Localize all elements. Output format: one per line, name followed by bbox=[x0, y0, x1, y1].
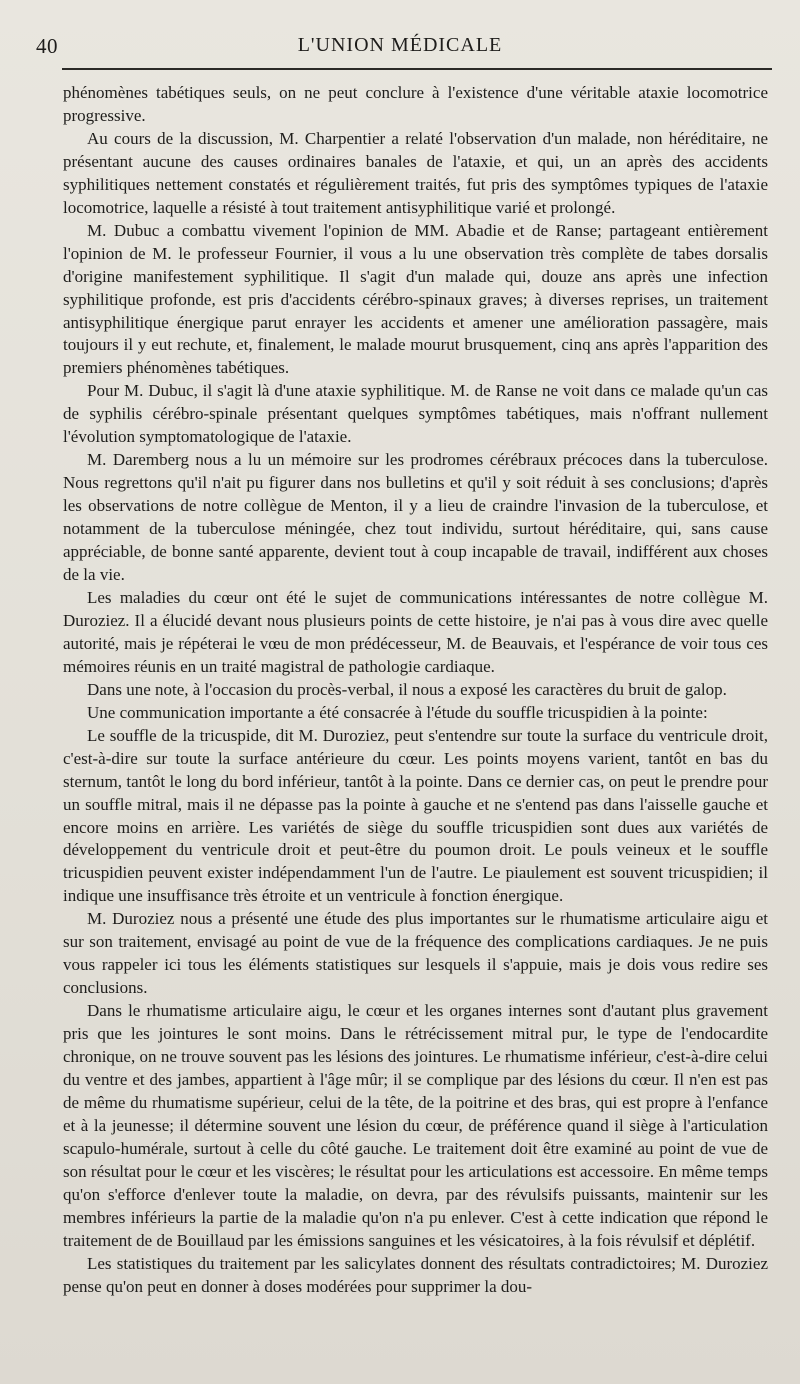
paragraph: Les statistiques du traitement par les salicylates donnent des résultats contradictoires; M. Duroziez pense qu'on peut en donner à doses modérées pour supprimer la dou- bbox=[63, 1253, 768, 1296]
paragraph: Une communication importante a été consacrée à l'étude du souffle tricuspidien à la pointe: bbox=[87, 702, 708, 722]
paragraph: phénomènes tabétiques seuls, on ne peut conclure à l'existence d'une véritable ataxie locomotrice progressive. bbox=[63, 83, 768, 125]
header-rule bbox=[62, 68, 772, 70]
running-title: L'UNION MÉDICALE bbox=[297, 34, 503, 56]
paragraph: Pour M. Dubuc, il s'agit là d'une ataxie syphilitique. M. de Ranse ne voit dans ce malade qu'un cas de syphilis cérébro-spinale présentant quelques symptômes tabétiques, mais n'offrant nullement l'évolution symptomatologique de l'ataxie. bbox=[63, 381, 768, 447]
body-text bbox=[63, 82, 768, 1299]
page-header bbox=[30, 28, 770, 66]
paragraph: Dans le rhumatisme articulaire aigu, le cœur et les organes internes sont d'autant plus gravement pris que les jointures le sont moins. Dans le rétrécissement mitral pur, le type de l'endocardite chronique, on ne trouve souvent pas les lésions des jointures. Le rhumatisme inférieur, c'est-à-dire celui du ventre et des jambes, appartient à l'âge mûr; il se complique par des lésions du cœur. Il n'en est pas de même du rhumatisme supérieur, celui de la tête, de la poitrine et des bras, qui est propre à l'enfance et à la jeunesse; il détermine souvent une lésion du cœur, de préférence quand il siège à l'articulation scapulo-humérale, surtout à celle du côté gauche. Le traitement doit être examiné au point de vue de son résultat pour le cœur et les viscères; le résultat pour les articulations est accessoire. En même temps qu'on s'efforce d'enlever toute la maladie, on devra, par des révulsifs puissants, maintenir sur les membres inférieurs la partie de la maladie qu'on n'a pu enlever. C'est à cette indication que répond le traitement de de Bouillaud par les émissions sanguines et les vésicatoires, à la fois révulsif et déplétif. bbox=[63, 1001, 768, 1250]
paragraph: M. Daremberg nous a lu un mémoire sur les prodromes cérébraux précoces dans la tuberculose. Nous regrettons qu'il n'ait pu figurer dans nos bulletins et qu'il y soit réduit à ses conclusions; d'après les observations de notre collègue de Menton, il y a lieu de craindre l'invasion de la tuberculose, et notamment de la tuberculose méningée, chez tout individu, surtout héréditaire, qui, sans cause appréciable, de bonne santé apparente, devient tout à coup incapable de travail, indifférent aux choses de la vie. bbox=[63, 450, 768, 585]
paragraph: M. Dubuc a combattu vivement l'opinion de MM. Abadie et de Ranse; partageant entièrement l'opinion de M. le professeur Fournier, il vous a lu une observation très complète de tabes dorsalis d'origine manifestement syphilitique. Il s'agit d'un malade qui, douze ans après une infection syphilitique profonde, est pris d'accidents cérébro-spinaux graves; à diverses reprises, un traitement antisyphilitique énergique parut enrayer les accidents et amener une amélioration passagère, mais toujours il y eut rechute, et, finalement, le malade mourut brusquement, cinq ans après l'apparition des premiers phénomènes tabétiques. bbox=[63, 220, 768, 378]
paragraph: Le souffle de la tricuspide, dit M. Duroziez, peut s'entendre sur toute la surface du ventricule droit, c'est-à-dire sur toute la surface antérieure du cœur. Les points moyens varient, tantôt en bas du sternum, tantôt le long du bord inférieur, tantôt à la pointe. Dans ce dernier cas, on peut le prendre pour un souffle mitral, mais il ne dépasse pas la pointe à gauche et ne s'entend pas dans l'aisselle gauche et encore moins en arrière. Les variétés de siège du souffle tricuspidien sont dues aux variétés de développement du ventricule droit et peut-être du poumon droit. Le pouls veineux et le souffle tricuspidien peuvent exister indépendamment l'un de l'autre. Le piaulement est souvent tricuspidien; il indique une insuffisance très étroite et un ventricule à fonction énergique. bbox=[63, 725, 768, 906]
paragraph: M. Duroziez nous a présenté une étude des plus importantes sur le rhumatisme articulaire aigu et sur son traitement, envisagé au point de vue de la fréquence des complications cardiaques. Je ne puis vous rappeler ici tous les éléments statistiques sur lesquels il s'appuie, mais je dois vous redire ses conclusions. bbox=[63, 909, 768, 998]
paragraph: Les maladies du cœur ont été le sujet de communications intéressantes de notre collègue M. Duroziez. Il a élucidé devant nous plusieurs points de cette histoire, je n'ai pas à vous dire avec quelle autorité, mais je répéterai le vœu de mon prédécesseur, M. de Beauvais, et l'espérance de voir tous ces mémoires réunis en un traité magistral de pathologie cardiaque. bbox=[63, 587, 768, 676]
paragraph: Dans une note, à l'occasion du procès-verbal, il nous a exposé les caractères du bruit de galop. bbox=[87, 679, 727, 699]
page-number: 40 bbox=[36, 34, 58, 58]
paragraph: Au cours de la discussion, M. Charpentier a relaté l'observation d'un malade, non héréditaire, ne présentant aucune des causes ordinaires banales de l'ataxie, et qui, un an après des accidents syphilitiques nettement constatés et régulièrement traités, fut pris des symptômes typiques de l'ataxie locomotrice, laquelle a résisté à tout traitement antisyphilitique varié et prolongé. bbox=[63, 128, 768, 217]
